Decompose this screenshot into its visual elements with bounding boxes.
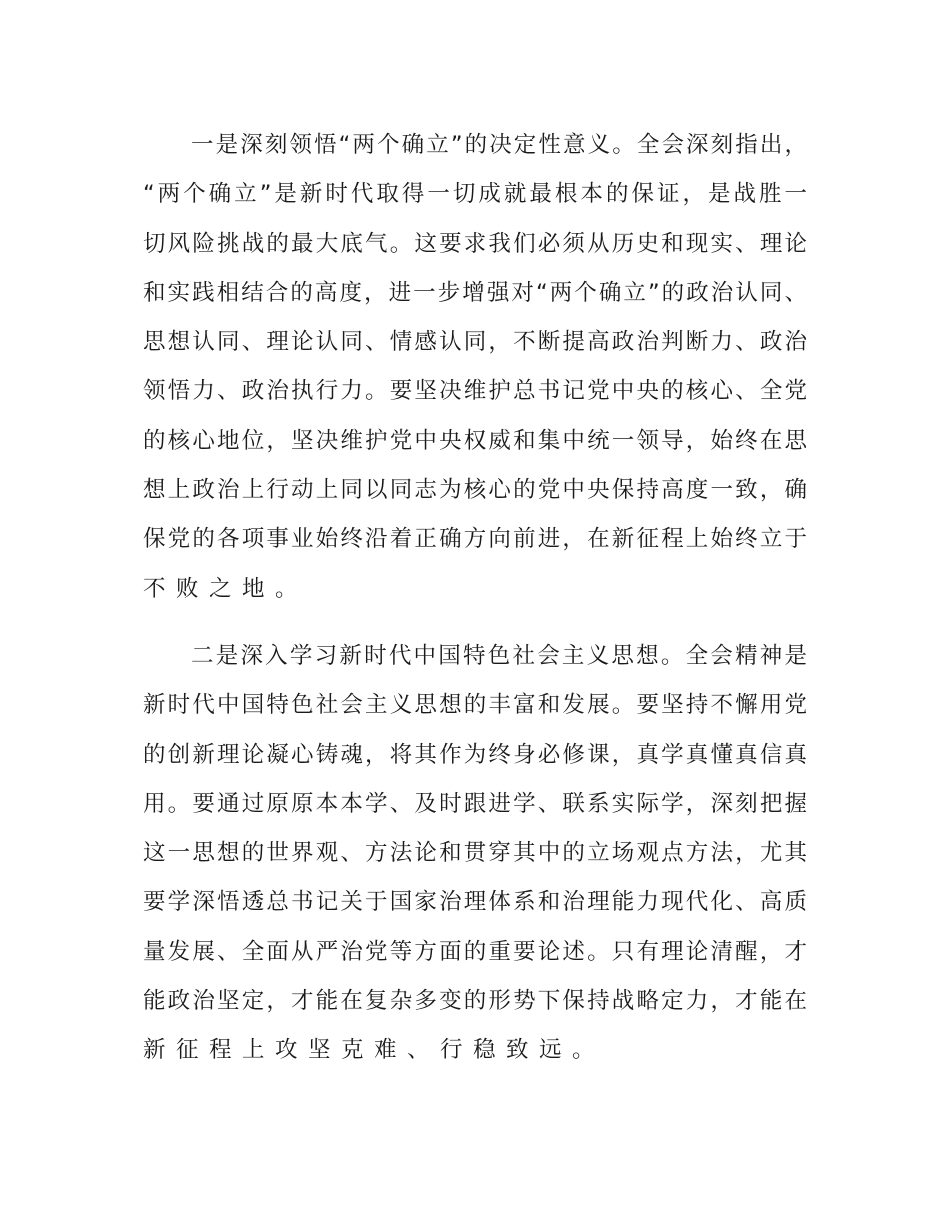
text-line: 保党的各项事业始终沿着正确方向前进，在新征程上始终立于 <box>143 526 807 553</box>
text-line: 想上政治上行动上同以同志为核心的党中央保持高度一致，确 <box>143 477 807 504</box>
text-line: 量发展、全面从严治党等方面的重要论述。只有理论清醒，才 <box>143 938 807 965</box>
text-line: 能政治坚定，才能在复杂多变的形势下保持战略定力，才能在 <box>143 988 807 1015</box>
text-line: 和实践相结合的高度，进一步增强对“两个确立”的政治认同、 <box>143 279 807 306</box>
text-line: 的核心地位，坚决维护党中央权威和集中统一领导，始终在思 <box>143 427 807 454</box>
text-line: 新时代中国特色社会主义思想的丰富和发展。要坚持不懈用党 <box>143 692 807 719</box>
text-line: 二是深入学习新时代中国特色社会主义思想。全会精神是 <box>191 642 807 669</box>
paragraph <box>143 639 807 1083</box>
text-line: 切风险挑战的最大底气。这要求我们必须从历史和现实、理论 <box>143 230 807 257</box>
text-line: 要学深悟透总书记关于国家治理体系和治理能力现代化、高质 <box>143 889 807 916</box>
text-line: “两个确立”是新时代取得一切成就最根本的保证，是战胜一 <box>143 181 807 208</box>
document-page <box>143 128 807 1101</box>
paragraph <box>143 128 807 621</box>
text-line: 的创新理论凝心铸魂，将其作为终身必修课，真学真懂真信真 <box>143 741 807 768</box>
text-line: 用。要通过原原本本学、及时跟进学、联系实际学，深刻把握 <box>143 790 807 817</box>
text-line: 不败之地。 <box>143 575 309 602</box>
text-line: 领悟力、政治执行力。要坚决维护总书记党中央的核心、全党 <box>143 378 807 405</box>
text-line: 一是深刻领悟“两个确立”的决定性意义。全会深刻指出， <box>191 132 807 158</box>
text-line: 这一思想的世界观、方法论和贯穿其中的立场观点方法，尤其 <box>143 840 807 867</box>
text-line: 思想认同、理论认同、情感认同，不断提高政治判断力、政治 <box>143 329 807 356</box>
text-line: 新征程上攻坚克难、行稳致远。 <box>143 1037 606 1064</box>
